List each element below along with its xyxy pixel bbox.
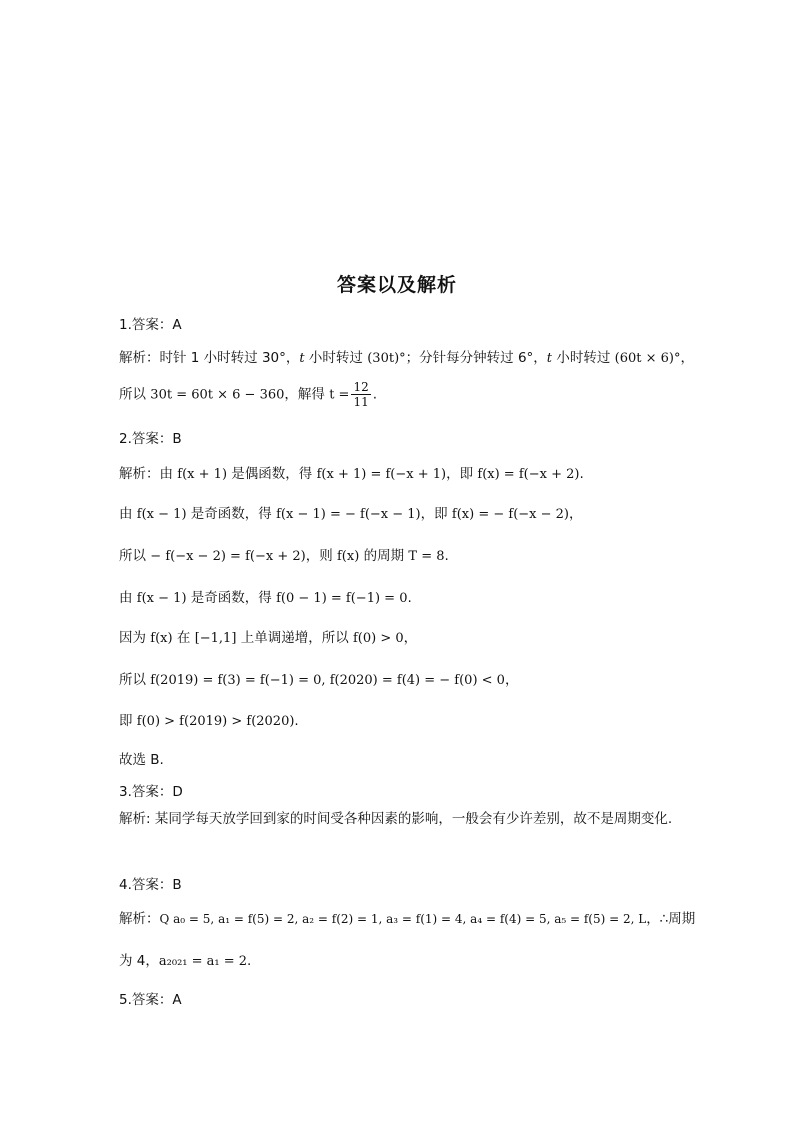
math: (60t × 6)° [614,351,681,366]
math: f(x) [150,631,173,646]
text: 因为 [119,630,151,646]
q1-explanation-line-2 [119,380,689,409]
text: . [372,386,378,403]
text: . [407,590,412,606]
math: [−1,1] [194,631,237,646]
math: − f(−x − 2) = f(−x + 2) [150,549,306,564]
text: 上单调递增，所以 [236,630,353,646]
q4-answer: 4.答案：B [119,877,182,893]
math: f(x + 1) = f(−x + 1) [316,467,447,482]
q3-answer: 3.答案：D [119,784,183,800]
text: 解析： [119,911,160,927]
math: f(x + 1) [177,467,228,482]
q4-explanation-line-1 [119,907,696,927]
text: 所以 [119,386,151,403]
text: . [294,713,299,729]
text: 小时转过 [304,350,368,366]
text: ， [403,630,418,646]
q2-explanation-line-3 [119,544,689,564]
page-title: 答案以及解析 [336,274,457,296]
q1-answer: 1.答案：A [119,317,182,333]
q2-explanation-line-5 [119,626,689,646]
math: f(x) = − f(−x − 2) [451,507,569,522]
text: ，解得 [284,386,330,403]
q2-explanation-line-2 [119,502,689,522]
text: 在 [172,630,195,646]
q2-answer: 2.答案：B [119,431,182,447]
q3-explanation: 解析: 某同学每天放学回到家的时间受各种因素的影响，一般会有少许差别，故不是周期变化. [119,811,673,827]
fraction-denominator: 11 [353,395,369,409]
math: t [299,351,305,366]
text: 是偶函数，得 [227,466,317,482]
math: f(0) > f(2019) > f(2020) [136,714,295,729]
q5-answer: 5.答案：A [119,992,182,1008]
text: 即 [119,713,137,729]
text: 所以 [119,672,151,688]
math: f(0) > 0 [353,631,404,646]
text: 由 [119,506,137,522]
fraction [351,380,370,409]
math: f(2019) = f(3) = f(−1) = 0, f(2020) = f(4) = − f(0) < 0 [150,673,505,688]
text: ， [569,506,583,522]
math: f(0 − 1) = f(−1) = 0 [276,591,408,606]
q2-explanation-line-7 [119,709,689,729]
q2-explanation-line-1 [119,462,689,482]
math: t [546,351,553,366]
q2-explanation-line-4 [119,586,689,606]
text: 小时转过 [552,350,615,366]
math: f(x) [337,549,360,564]
math: (30t)° [367,351,406,366]
text: 由 [119,590,137,606]
text: 解析：由 [119,466,178,482]
math: f(x − 1) [136,591,187,606]
text: 为 4， [119,953,159,969]
text: 解析：时针 1 小时转过 30°， [119,350,300,366]
text: 是奇函数，得 [186,590,277,606]
text: ，即 [420,506,452,522]
text: . [579,466,584,482]
math: Q a₀ = 5, a₁ = f(5) = 2, a₂ = f(2) = 1, a₃ = f(1) = 4, a₄ = f(4) = 5, a₅ = f(5) = 2, L [159,912,647,926]
text: 是奇函数，得 [186,506,277,522]
text: ， [680,350,694,366]
text: ；分针每分钟转过 6°， [405,350,547,366]
text: ，∴周期 [646,911,696,927]
math: a₂₀₂₁ = a₁ = 2 [158,954,248,969]
q1-explanation-line-1 [119,346,694,366]
math: t = [329,387,350,403]
text: 的周期 [359,548,409,564]
math: f(x − 1) [136,507,187,522]
math: 30t = 60t × 6 − 360 [150,387,285,403]
text: ，即 [446,466,478,482]
math: f(x) = f(−x + 2) [477,467,580,482]
text: ，则 [305,548,337,564]
math: T = 8 [408,549,445,564]
text: 所以 [119,548,151,564]
q4-explanation-line-2 [119,949,689,969]
fraction-numerator: 12 [353,380,369,394]
q2-conclusion: 故选 B. [119,752,164,768]
text: . [444,548,449,564]
q2-explanation-line-6 [119,668,689,688]
math: f(x − 1) = − f(−x − 1) [276,507,421,522]
text: ， [504,672,519,688]
text: . [247,953,252,969]
